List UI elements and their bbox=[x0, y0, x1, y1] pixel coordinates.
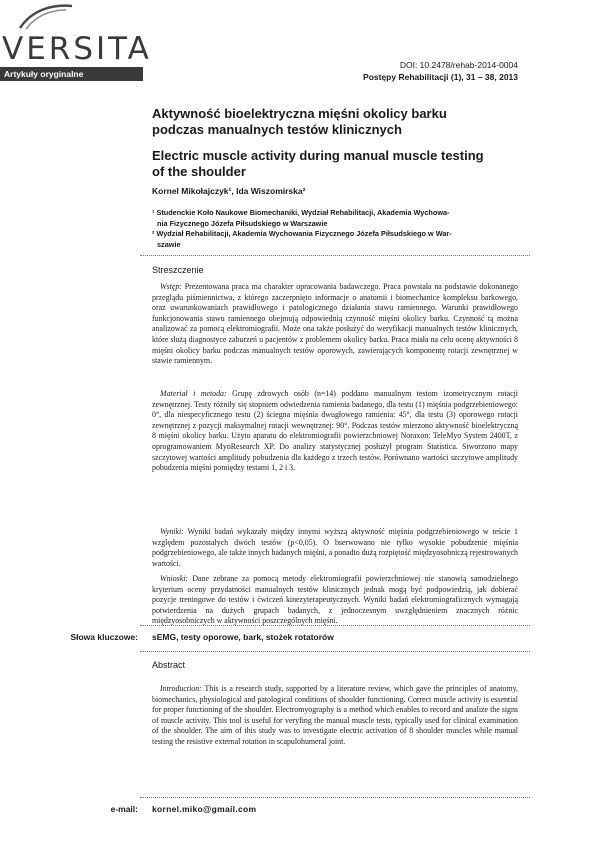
divider bbox=[140, 625, 530, 626]
title-polish-line: podczas manualnych testów klinicznych bbox=[152, 122, 402, 137]
divider bbox=[140, 255, 530, 256]
versita-swoosh-icon bbox=[14, 2, 74, 32]
wnioski-paragraph bbox=[152, 574, 518, 627]
introduction-text: This is a research study, supported by a literature review, which gave the principles of anatomy, biomechanics, physiological and patological conditions of shoulder functioning. Correct muscle activity is essential for proper functioning of the shoulder. Electromyography is a method which enables to record and analize the signs of muscle activity. This tool is useful for veryfing the manual muscle tests, typically used for clinical examination of the shoulder. The aim of this study was to investigate electric activation of 8 shoulder muscles while manual testing the resistive external rotation in scapulohumeral joint. bbox=[152, 684, 518, 746]
email-label: e-mail: bbox=[110, 804, 138, 814]
wyniki-label: Wyniki: bbox=[160, 527, 184, 536]
title-english-line: of the shoulder bbox=[152, 164, 246, 179]
keywords-value: sEMG, testy oporowe, bark, stożek rotatorów bbox=[152, 632, 334, 642]
wyniki-paragraph bbox=[152, 527, 518, 569]
title-polish-line: Aktywność bioelektryczna mięśni okolicy barku bbox=[152, 106, 447, 121]
wstep-label: Wstęp: bbox=[160, 282, 182, 291]
introduction-label: Introduction: bbox=[160, 684, 202, 693]
abstract-heading: Abstract bbox=[152, 660, 186, 670]
title-polish bbox=[152, 106, 532, 138]
material-text: Grupę zdrowych osób (n=14) poddano manualnym testom izometrycznym rotacji zewnętrznej. Testy różniły się stopniem odwiedzenia ramienia badanego, dla testu (1) mięśnia podgrzebieniowego: 0°, dla niespecyficznego testu (2) ściegna mięśnia dwugłowego ramienia: 45°, dla testu (3) oporowego rotacji zewnętrznej z pozycji maksymalnej rotacji wewnętrznej: 90°. Podczas testów mierzono aktywność bioelektryczną 8 mięśni okolicy barku. Użyto aparatu do elektromiografii powierzchniowej Noraxon: TeleMyo System 2400T, z oprogramowaniem MyoResearch XP. Do analizy statystycznej posłużył program Statistica. Stworzono mapy szczytowej wartości amplitudy pobudzenia dla każdego z trzech testów. Porównano wartości szczytowe amplitudy pobudzenia mięśni pomiędzy testami 1, 2 i 3. bbox=[152, 389, 519, 473]
material-label: Materiał i metoda: bbox=[160, 389, 227, 398]
section-tag: Artykuły oryginalne bbox=[0, 67, 143, 81]
affiliation-1 bbox=[152, 207, 522, 229]
wnioski-label: Wnioski: bbox=[160, 574, 189, 583]
wnioski-text: Dane zebrane za pomocą metody elektromiografii powierzchniowej nie stanowią samodzielnego kryterium oceny przydatności manualnych testów klinicznych jednak mogą być podpowiedzią, jak dobierać pozycje treningowe do testów i ćwiczeń kinezyterapeutycznych. Wyniki badań elektromiograficznych wymagają potwierdzenia na dużych grupach badanych, z jednoczesnym uwzględnieniem znacznych różnic międzyosobniczych w aktywności poszczególnych mięśni. bbox=[152, 574, 518, 626]
wstep-paragraph bbox=[152, 282, 518, 367]
authors: Kornel Mikołajczyk¹, Ida Wiszomirska² bbox=[152, 186, 306, 196]
article-meta bbox=[363, 59, 518, 83]
divider bbox=[140, 797, 530, 798]
divider bbox=[140, 651, 530, 652]
citation: Postępy Rehabilitacji (1), 31 – 38, 2013 bbox=[363, 72, 518, 82]
doi: DOI: 10.2478/rehab-2014-0004 bbox=[399, 60, 518, 70]
material-paragraph bbox=[152, 389, 518, 474]
affiliation-2 bbox=[152, 228, 522, 250]
keywords-label: Słowa kluczowe: bbox=[70, 632, 138, 642]
wstep-text: Prezentowana praca ma charakter opracowania badawczego. Praca powstała na podstawie dokonanego przeglądu piśmiennictwa, z którego zaczerpnięto informacje o anatomii i biomechanice kompleksu barkowego, oraz uwarunkowaniach prawidłowego i patologicznego działania stawu ramiennego. Warunki prawidłowego funkcjonowania stawu ramiennego obejmują odpowiednią czynność mięśni okolicy barku. Czynność tą można analizować za pomocą elektromiografii. Może ona także posłużyć do weryfikacji manualnych testów klinicznych, które służą diagnostyce zaburzeń u pacjentów z problemem okolicy barku. Praca miała na celu ocenę aktywności 8 mięśni okolicy barku podczas manualnych testów oporowych, zawierających komponentę rotacji zewnętrznej w stawie ramiennym. bbox=[152, 282, 518, 366]
email-link[interactable]: kornel.miko@gmail.com bbox=[152, 804, 257, 814]
affiliation-line: nia Fizycznego Józefa Piłsudskiego w Warszawie bbox=[157, 219, 328, 228]
title-english bbox=[152, 148, 532, 180]
wyniki-text: Wyniki badań wykazały między innymi wyższą aktywność mięśnia podgrzebieniowego w teście 1 względem pozostałych dwóch testów (p<0,05). O bserwowano nie tylko wysokie pobudzenie mięśnia podgrzebieniowego, ale także innych badanych mięśni, a ponadto dużą rozpiętość międzyosobniczą rejestrowanych wartości. bbox=[152, 527, 518, 568]
affiliation-line: szawie bbox=[157, 240, 181, 249]
affiliation-line: ² Wydział Rehabilitacji, Akademia Wychowania Fizycznego Józefa Piłsudskiego w War- bbox=[152, 229, 452, 238]
introduction-paragraph bbox=[152, 684, 518, 748]
affiliation-line: ¹ Studenckie Koło Naukowe Biomechaniki, Wydział Rehabilitacji, Akademia Wychowa- bbox=[152, 208, 450, 217]
logo-text: VERSITA bbox=[2, 31, 152, 67]
title-english-line: Electric muscle activity during manual muscle testing bbox=[152, 148, 484, 163]
streszczenie-heading: Streszczenie bbox=[152, 265, 204, 275]
